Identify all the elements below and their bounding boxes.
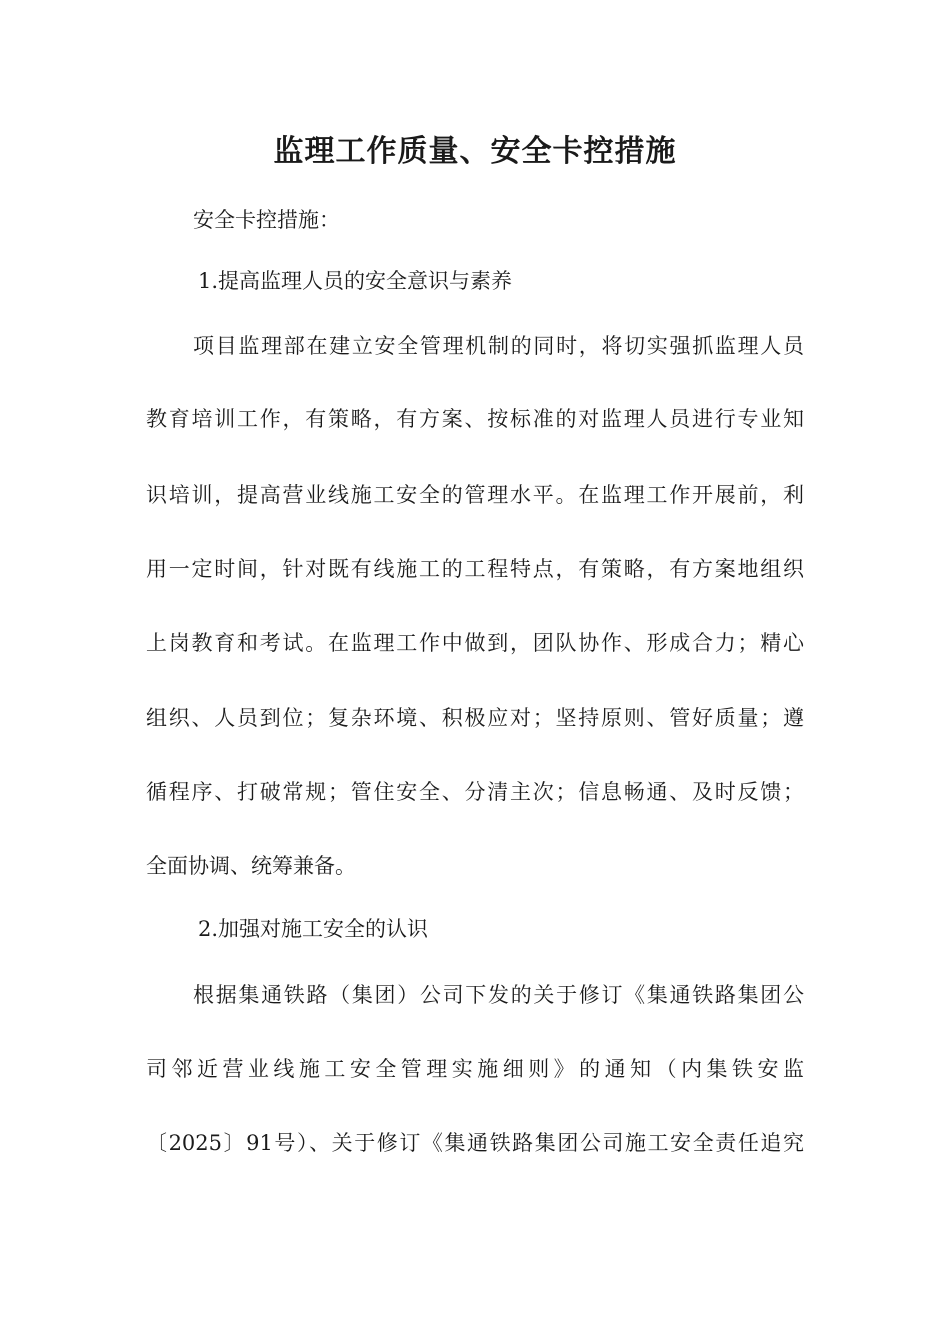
paragraph-line: 用一定时间，针对既有线施工的工程特点，有策略，有方案地组织 (146, 557, 804, 581)
paragraph-line: 司邻近营业线施工安全管理实施细则》的通知（内集铁安监 (146, 1057, 804, 1081)
paragraph-line: 教育培训工作，有策略，有方案、按标准的对监理人员进行专业知 (146, 407, 804, 431)
paragraph-line: 上岗教育和考试。在监理工作中做到，团队协作、形成合力；精心 (146, 631, 804, 655)
subsection-heading: 2.加强对施工安全的认识 (198, 917, 429, 941)
subsection-heading: 1.提高监理人员的安全意识与素养 (198, 269, 513, 293)
paragraph-line: 循程序、打破常规；管住安全、分清主次；信息畅通、及时反馈； (146, 780, 804, 804)
paragraph-line: 组织、人员到位；复杂环境、积极应对；坚持原则、管好质量；遵 (146, 706, 804, 730)
paragraph-line: 根据集通铁路（集团）公司下发的关于修订《集通铁路集团公 (193, 983, 804, 1007)
paragraph-line: 项目监理部在建立安全管理机制的同时，将切实强抓监理人员 (193, 334, 804, 358)
document-title: 监理工作质量、安全卡控措施 (273, 134, 677, 169)
section-heading: 安全卡控措施： (193, 208, 340, 232)
paragraph-line: 全面协调、统筹兼备。 (146, 854, 356, 878)
paragraph-line: 〔2025〕91号）、关于修订《集通铁路集团公司施工安全责任追究 (146, 1131, 804, 1155)
paragraph-line: 识培训，提高营业线施工安全的管理水平。在监理工作开展前，利 (146, 483, 804, 507)
